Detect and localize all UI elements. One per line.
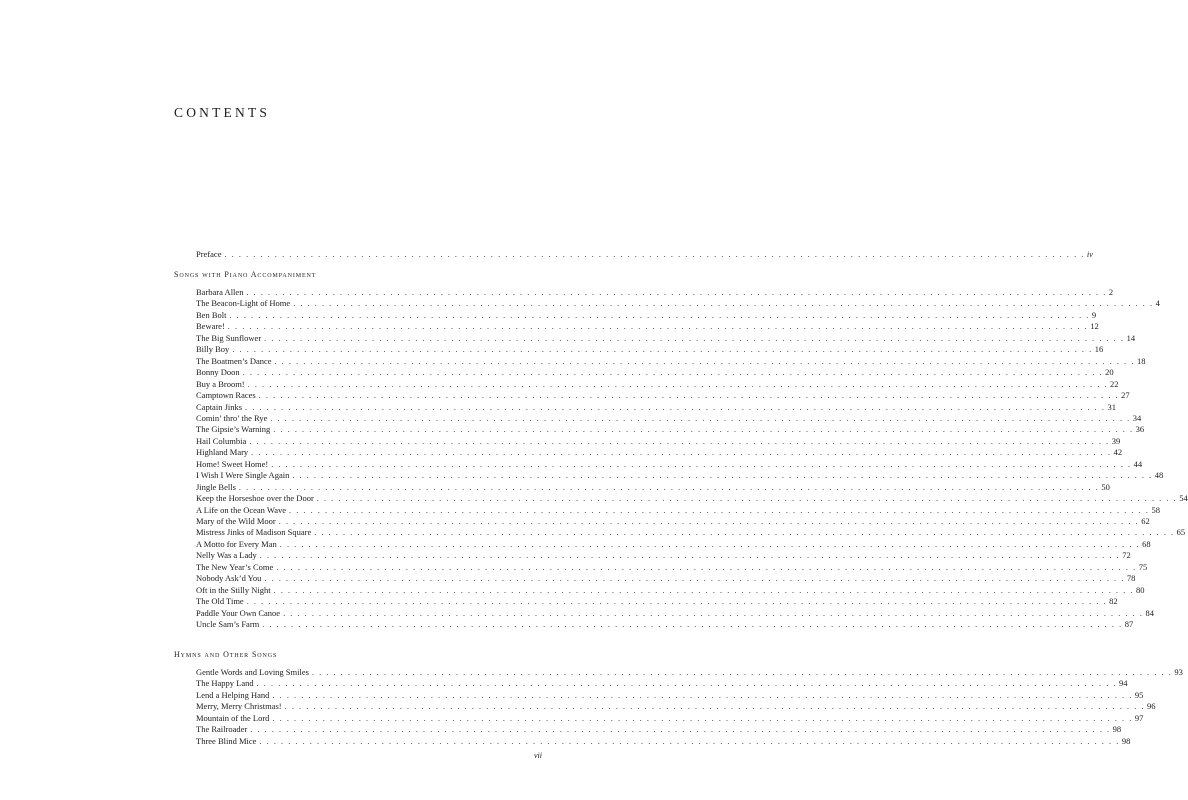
toc-entry bbox=[196, 447, 1123, 458]
dot-leader: . . . . . . . . . . . . . . . . . . . . . . . . . . . . . . . . . . . . . . . . . . . . . . . . . . . . . . . . . . . . . . . . . . . . . . . . . . . . . . . . . . . . . . . . . . . . . . . . . . . . . . . . . . . . . . . . . . . . . . . . bbox=[246, 597, 1108, 607]
toc-entry-title: Captain Jinks bbox=[196, 401, 243, 412]
toc-entry-page: 84 bbox=[1145, 607, 1154, 618]
toc-entry-title: Beware! bbox=[196, 321, 225, 332]
toc-entry-page: 14 bbox=[1126, 332, 1136, 343]
dot-leader: . . . . . . . . . . . . . . . . . . . . . . . . . . . . . . . . . . . . . . . . . . . . . . . . . . . . . . . . . . . . . . . . . . . . . . . . . . . . . . . . . . . . . . . . . . . . . . . . . . . . . . . . . . . . . . . . . . . . . . . . bbox=[250, 725, 1111, 735]
dot-leader: . . . . . . . . . . . . . . . . . . . . . . . . . . . . . . . . . . . . . . . . . . . . . . . . . . . . . . . . . . . . . . . . . . . . . . . . . . . . . . . . . . . . . . . . . . . . . . . . . . . . . . . . . . . . . . . . . . . . . . . . bbox=[251, 448, 1112, 458]
page-title: CONTENTS bbox=[174, 105, 271, 120]
toc-entry-page: 98 bbox=[1121, 735, 1131, 746]
toc-entry-page: 36 bbox=[1135, 424, 1145, 435]
toc-entry bbox=[196, 309, 1097, 321]
dot-leader: . . . . . . . . . . . . . . . . . . . . . . . . . . . . . . . . . . . . . . . . . . . . . . . . . . . . . . . . . . . . . . . . . . . . . . . . . . . . . . . . . . . . . . . . . . . . . . . . . . . . . . . . . . . . . . . . . . . . . . . . bbox=[224, 250, 1085, 259]
toc-entry-page: 78 bbox=[1126, 573, 1136, 584]
toc-entry-title: Comin’ thro’ the Rye bbox=[196, 412, 268, 423]
toc-entry bbox=[196, 504, 1160, 516]
dot-leader: . . . . . . . . . . . . . . . . . . . . . . . . . . . . . . . . . . . . . . . . . . . . . . . . . . . . . . . . . . . . . . . . . . . . . . . . . . . . . . . . . . . . . . . . . . . . . . . . . . . . . . . . . . . . . . . . . . . . . . . . bbox=[258, 391, 1120, 401]
toc-entry-page: 93 bbox=[1174, 667, 1183, 677]
toc-entry bbox=[196, 493, 1188, 504]
toc-entry-title: Highland Mary bbox=[196, 447, 249, 458]
dot-leader: . . . . . . . . . . . . . . . . . . . . . . . . . . . . . . . . . . . . . . . . . . . . . . . . . . . . . . . . . . . . . . . . . . . . . . . . . . . . . . . . . . . . . . . . . . . . . . . . . . . . . . . . . . . . . . . . . . . . . . . . bbox=[270, 413, 1131, 423]
toc-entry-page: 16 bbox=[1094, 344, 1104, 355]
dot-leader: . . . . . . . . . . . . . . . . . . . . . . . . . . . . . . . . . . . . . . . . . . . . . . . . . . . . . . . . . . . . . . . . . . . . . . . . . . . . . . . . . . . . . . . . . . . . . . . . . . . . . . . . . . . . . . . . . . . . . . . . bbox=[276, 562, 1137, 572]
toc-entry-page: 98 bbox=[1112, 724, 1122, 735]
toc-entry bbox=[196, 607, 1154, 619]
toc-entry-title: Three Blind Mice bbox=[196, 735, 257, 746]
toc-entry bbox=[196, 287, 1114, 298]
dot-leader: . . . . . . . . . . . . . . . . . . . . . . . . . . . . . . . . . . . . . . . . . . . . . . . . . . . . . . . . . . . . . . . . . . . . . . . . . . . . . . . . . . . . . . . . . . . . . . . . . . . . . . . . . . . . . . . . . . . . . . . . bbox=[279, 539, 1141, 549]
dot-leader: . . . . . . . . . . . . . . . . . . . . . . . . . . . . . . . . . . . . . . . . . . . . . . . . . . . . . . . . . . . . . . . . . . . . . . . . . . . . . . . . . . . . . . . . . . . . . . . . . . . . . . . . . . . . . . . . . . . . . . . . bbox=[271, 459, 1132, 469]
dot-leader: . . . . . . . . . . . . . . . . . . . . . . . . . . . . . . . . . . . . . . . . . . . . . . . . . . . . . . . . . . . . . . . . . . . . . . . . . . . . . . . . . . . . . . . . . . . . . . . . . . . . . . . . . . . . . . . . . . . . . . . . bbox=[314, 528, 1175, 538]
toc-entry-title: Mary of the Wild Moor bbox=[196, 516, 276, 526]
dot-leader: . . . . . . . . . . . . . . . . . . . . . . . . . . . . . . . . . . . . . . . . . . . . . . . . . . . . . . . . . . . . . . . . . . . . . . . . . . . . . . . . . . . . . . . . . . . . . . . . . . . . . . . . . . . . . . . . . . . . . . . . bbox=[246, 288, 1107, 297]
dot-leader: . . . . . . . . . . . . . . . . . . . . . . . . . . . . . . . . . . . . . . . . . . . . . . . . . . . . . . . . . . . . . . . . . . . . . . . . . . . . . . . . . . . . . . . . . . . . . . . . . . . . . . . . . . . . . . . . . . . . . . . . bbox=[273, 425, 1134, 435]
dot-leader: . . . . . . . . . . . . . . . . . . . . . . . . . . . . . . . . . . . . . . . . . . . . . . . . . . . . . . . . . . . . . . . . . . . . . . . . . . . . . . . . . . . . . . . . . . . . . . . . . . . . . . . . . . . . . . . . . . . . . . . . bbox=[264, 333, 1125, 343]
toc-entry bbox=[196, 298, 1160, 309]
toc-entry-page: 9 bbox=[1091, 309, 1097, 320]
toc-entry-title: Paddle Your Own Canoe bbox=[196, 607, 281, 618]
toc-entry-title: Hail Columbia bbox=[196, 435, 247, 446]
toc-entry-title: Merry, Merry Christmas! bbox=[196, 701, 282, 712]
toc-entry-title: A Life on the Ocean Wave bbox=[196, 504, 287, 515]
dot-leader: . . . . . . . . . . . . . . . . . . . . . . . . . . . . . . . . . . . . . . . . . . . . . . . . . . . . . . . . . . . . . . . . . . . . . . . . . . . . . . . . . . . . . . . . . . . . . . . . . . . . . . . . . . . . . . . . . . . . . . . . bbox=[242, 368, 1104, 378]
toc-entry-title: Camptown Races bbox=[196, 390, 256, 401]
dot-leader: . . . . . . . . . . . . . . . . . . . . . . . . . . . . . . . . . . . . . . . . . . . . . . . . . . . . . . . . . . . . . . . . . . . . . . . . . . . . . . . . . . . . . . . . . . . . . . . . . . . . . . . . . . . . . . . . . . . . . . . . bbox=[259, 551, 1121, 561]
toc-entry-page: 2 bbox=[1108, 287, 1114, 297]
dot-leader: . . . . . . . . . . . . . . . . . . . . . . . . . . . . . . . . . . . . . . . . . . . . . . . . . . . . . . . . . . . . . . . . . . . . . . . . . . . . . . . . . . . . . . . . . . . . . . . . . . . . . . . . . . . . . . . . . . . . . . . . bbox=[264, 574, 1125, 584]
toc-entry bbox=[196, 481, 1110, 493]
toc-entry-page: 44 bbox=[1133, 458, 1143, 469]
toc-entry-title: The Happy Land bbox=[196, 678, 254, 689]
toc-entry-page: 94 bbox=[1119, 678, 1128, 689]
toc-entry-title: Jingle Bells bbox=[196, 481, 236, 492]
dot-leader: . . . . . . . . . . . . . . . . . . . . . . . . . . . . . . . . . . . . . . . . . . . . . . . . . . . . . . . . . . . . . . . . . . . . . . . . . . . . . . . . . . . . . . . . . . . . . . . . . . . . . . . . . . . . . . . . . . . . . . . . bbox=[311, 668, 1173, 677]
toc-entry-page: 68 bbox=[1142, 538, 1151, 549]
toc-entry-title: Nelly Was a Lady bbox=[196, 550, 257, 561]
dot-leader: . . . . . . . . . . . . . . . . . . . . . . . . . . . . . . . . . . . . . . . . . . . . . . . . . . . . . . . . . . . . . . . . . . . . . . . . . . . . . . . . . . . . . . . . . . . . . . . . . . . . . . . . . . . . . . . . . . . . . . . . bbox=[316, 494, 1178, 504]
toc-entry-title: The Old Time bbox=[196, 596, 244, 607]
toc-entry-page: 96 bbox=[1147, 701, 1156, 712]
dot-leader: . . . . . . . . . . . . . . . . . . . . . . . . . . . . . . . . . . . . . . . . . . . . . . . . . . . . . . . . . . . . . . . . . . . . . . . . . . . . . . . . . . . . . . . . . . . . . . . . . . . . . . . . . . . . . . . . . . . . . . . . bbox=[293, 299, 1154, 309]
dot-leader: . . . . . . . . . . . . . . . . . . . . . . . . . . . . . . . . . . . . . . . . . . . . . . . . . . . . . . . . . . . . . . . . . . . . . . . . . . . . . . . . . . . . . . . . . . . . . . . . . . . . . . . . . . . . . . . . . . . . . . . . bbox=[249, 436, 1110, 446]
dot-leader: . . . . . . . . . . . . . . . . . . . . . . . . . . . . . . . . . . . . . . . . . . . . . . . . . . . . . . . . . . . . . . . . . . . . . . . . . . . . . . . . . . . . . . . . . . . . . . . . . . . . . . . . . . . . . . . . . . . . . . . . bbox=[247, 379, 1109, 389]
toc-entry-title: I Wish I Were Single Again bbox=[196, 470, 290, 481]
toc-entry-title: Buy a Broom! bbox=[196, 378, 245, 389]
toc-entry bbox=[196, 516, 1150, 527]
toc-entry bbox=[196, 390, 1130, 401]
toc-entry bbox=[196, 619, 1134, 630]
toc-entry-title: Nobody Ask’d You bbox=[196, 573, 262, 584]
toc-entry-page: 31 bbox=[1107, 401, 1116, 412]
toc-entry-page: 75 bbox=[1138, 561, 1148, 572]
toc-entry bbox=[196, 367, 1114, 378]
toc-entry bbox=[196, 470, 1164, 481]
toc-entry-title: Bonny Doon bbox=[196, 367, 240, 378]
toc-entry-title: The Gipsie’s Warning bbox=[196, 424, 271, 435]
toc-entry bbox=[196, 724, 1122, 735]
toc-entry-page: 65 bbox=[1176, 527, 1186, 538]
toc-entry-title: Gentle Words and Loving Smiles bbox=[196, 667, 309, 677]
dot-leader: . . . . . . . . . . . . . . . . . . . . . . . . . . . . . . . . . . . . . . . . . . . . . . . . . . . . . . . . . . . . . . . . . . . . . . . . . . . . . . . . . . . . . . . . . . . . . . . . . . . . . . . . . . . . . . . . . . . . . . . . bbox=[289, 505, 1150, 515]
toc-entry bbox=[196, 424, 1145, 435]
toc-entry bbox=[196, 321, 1099, 332]
dot-leader: . . . . . . . . . . . . . . . . . . . . . . . . . . . . . . . . . . . . . . . . . . . . . . . . . . . . . . . . . . . . . . . . . . . . . . . . . . . . . . . . . . . . . . . . . . . . . . . . . . . . . . . . . . . . . . . . . . . . . . . . bbox=[292, 471, 1153, 481]
toc-entry-title: Mistress Jinks of Madison Square bbox=[196, 527, 312, 538]
toc-entry-title: Uncle Sam’s Farm bbox=[196, 619, 260, 630]
toc-entry bbox=[196, 332, 1136, 344]
toc-entry bbox=[196, 573, 1136, 584]
section-heading: Hymns and Other Songs bbox=[174, 650, 278, 659]
toc-entry-page: 4 bbox=[1155, 298, 1160, 309]
toc-entry bbox=[196, 435, 1121, 447]
toc-entry bbox=[196, 596, 1118, 607]
dot-leader: . . . . . . . . . . . . . . . . . . . . . . . . . . . . . . . . . . . . . . . . . . . . . . . . . . . . . . . . . . . . . . . . . . . . . . . . . . . . . . . . . . . . . . . . . . . . . . . . . . . . . . . . . . . . . . . . . . . . . . . . bbox=[272, 690, 1133, 700]
dot-leader: . . . . . . . . . . . . . . . . . . . . . . . . . . . . . . . . . . . . . . . . . . . . . . . . . . . . . . . . . . . . . . . . . . . . . . . . . . . . . . . . . . . . . . . . . . . . . . . . . . . . . . . . . . . . . . . . . . . . . . . . bbox=[273, 585, 1135, 595]
dot-leader: . . . . . . . . . . . . . . . . . . . . . . . . . . . . . . . . . . . . . . . . . . . . . . . . . . . . . . . . . . . . . . . . . . . . . . . . . . . . . . . . . . . . . . . . . . . . . . . . . . . . . . . . . . . . . . . . . . . . . . . . bbox=[283, 608, 1144, 618]
toc-entry-page: 34 bbox=[1132, 412, 1142, 423]
dot-leader: . . . . . . . . . . . . . . . . . . . . . . . . . . . . . . . . . . . . . . . . . . . . . . . . . . . . . . . . . . . . . . . . . . . . . . . . . . . . . . . . . . . . . . . . . . . . . . . . . . . . . . . . . . . . . . . . . . . . . . . . bbox=[256, 679, 1117, 689]
toc-entry bbox=[196, 458, 1143, 470]
toc-entry bbox=[196, 401, 1116, 413]
toc-entry-title: The Railroader bbox=[196, 724, 248, 735]
toc-entry-page: 87 bbox=[1124, 619, 1134, 630]
toc-entry bbox=[196, 712, 1144, 724]
toc-entry-page: 80 bbox=[1136, 584, 1145, 595]
toc-entry-page: 22 bbox=[1110, 378, 1119, 389]
dot-leader: . . . . . . . . . . . . . . . . . . . . . . . . . . . . . . . . . . . . . . . . . . . . . . . . . . . . . . . . . . . . . . . . . . . . . . . . . . . . . . . . . . . . . . . . . . . . . . . . . . . . . . . . . . . . . . . . . . . . . . . . bbox=[238, 482, 1100, 492]
toc-entry bbox=[196, 678, 1128, 689]
toc-entry-page: 97 bbox=[1134, 712, 1144, 723]
toc-entry bbox=[196, 378, 1119, 390]
toc-entry-title: Preface bbox=[196, 249, 222, 259]
toc-entry bbox=[196, 538, 1151, 550]
toc-entry bbox=[196, 527, 1186, 538]
toc-entry-title: The Beacon-Light of Home bbox=[196, 298, 291, 309]
toc-entry bbox=[196, 701, 1156, 712]
toc-entry-preface bbox=[196, 249, 1094, 260]
dot-leader: . . . . . . . . . . . . . . . . . . . . . . . . . . . . . . . . . . . . . . . . . . . . . . . . . . . . . . . . . . . . . . . . . . . . . . . . . . . . . . . . . . . . . . . . . . . . . . . . . . . . . . . . . . . . . . . . . . . . . . . . bbox=[232, 345, 1093, 355]
toc-entry bbox=[196, 355, 1146, 367]
dot-leader: . . . . . . . . . . . . . . . . . . . . . . . . . . . . . . . . . . . . . . . . . . . . . . . . . . . . . . . . . . . . . . . . . . . . . . . . . . . . . . . . . . . . . . . . . . . . . . . . . . . . . . . . . . . . . . . . . . . . . . . . bbox=[278, 517, 1140, 526]
toc-entry-page: 20 bbox=[1105, 367, 1114, 378]
toc-entry-title: Barbara Allen bbox=[196, 287, 244, 297]
dot-leader: . . . . . . . . . . . . . . . . . . . . . . . . . . . . . . . . . . . . . . . . . . . . . . . . . . . . . . . . . . . . . . . . . . . . . . . . . . . . . . . . . . . . . . . . . . . . . . . . . . . . . . . . . . . . . . . . . . . . . . . . bbox=[245, 402, 1106, 412]
toc-entry bbox=[196, 412, 1142, 424]
dot-leader: . . . . . . . . . . . . . . . . . . . . . . . . . . . . . . . . . . . . . . . . . . . . . . . . . . . . . . . . . . . . . . . . . . . . . . . . . . . . . . . . . . . . . . . . . . . . . . . . . . . . . . . . . . . . . . . . . . . . . . . . bbox=[262, 620, 1123, 630]
toc-entry bbox=[196, 689, 1144, 701]
toc-entry-title: Home! Sweet Home! bbox=[196, 458, 269, 469]
section-heading: Songs with Piano Accompaniment bbox=[174, 270, 317, 279]
toc-entry-page: 62 bbox=[1141, 516, 1150, 526]
toc-entry-page: 82 bbox=[1109, 596, 1118, 607]
toc-entry bbox=[196, 561, 1148, 573]
toc-entry-title: The Big Sunflower bbox=[196, 332, 262, 343]
toc-entry-page: 42 bbox=[1113, 447, 1123, 458]
toc-entry-title: Ben Bolt bbox=[196, 309, 227, 320]
toc-entry bbox=[196, 667, 1183, 678]
toc-entry-page: 12 bbox=[1090, 321, 1099, 332]
toc-entry-title: Oft in the Stilly Night bbox=[196, 584, 271, 595]
toc-entry-title: Keep the Horseshoe over the Door bbox=[196, 493, 314, 504]
dot-leader: . . . . . . . . . . . . . . . . . . . . . . . . . . . . . . . . . . . . . . . . . . . . . . . . . . . . . . . . . . . . . . . . . . . . . . . . . . . . . . . . . . . . . . . . . . . . . . . . . . . . . . . . . . . . . . . . . . . . . . . . bbox=[284, 702, 1146, 712]
dot-leader: . . . . . . . . . . . . . . . . . . . . . . . . . . . . . . . . . . . . . . . . . . . . . . . . . . . . . . . . . . . . . . . . . . . . . . . . . . . . . . . . . . . . . . . . . . . . . . . . . . . . . . . . . . . . . . . . . . . . . . . . bbox=[259, 736, 1120, 746]
toc-entry-page: 18 bbox=[1136, 355, 1146, 366]
dot-leader: . . . . . . . . . . . . . . . . . . . . . . . . . . . . . . . . . . . . . . . . . . . . . . . . . . . . . . . . . . . . . . . . . . . . . . . . . . . . . . . . . . . . . . . . . . . . . . . . . . . . . . . . . . . . . . . . . . . . . . . . bbox=[272, 713, 1133, 723]
toc-entry bbox=[196, 550, 1131, 561]
toc-entry-page: 27 bbox=[1121, 390, 1130, 401]
toc-entry bbox=[196, 735, 1131, 747]
toc-entry-title: Lend a Helping Hand bbox=[196, 689, 270, 700]
toc-entry-page: 58 bbox=[1151, 504, 1160, 515]
toc-entry-title: Mountain of the Lord bbox=[196, 712, 270, 723]
toc-entry-page: 39 bbox=[1111, 435, 1121, 446]
toc-entry-page: 50 bbox=[1101, 481, 1110, 492]
folio-page-number: vii bbox=[534, 751, 542, 760]
toc-entry-title: The New Year’s Come bbox=[196, 561, 274, 572]
toc-entry-page: 48 bbox=[1154, 470, 1164, 481]
toc-entry-page: 54 bbox=[1179, 493, 1188, 504]
toc-entry bbox=[196, 584, 1145, 596]
dot-leader: . . . . . . . . . . . . . . . . . . . . . . . . . . . . . . . . . . . . . . . . . . . . . . . . . . . . . . . . . . . . . . . . . . . . . . . . . . . . . . . . . . . . . . . . . . . . . . . . . . . . . . . . . . . . . . . . . . . . . . . . bbox=[229, 310, 1090, 320]
dot-leader: . . . . . . . . . . . . . . . . . . . . . . . . . . . . . . . . . . . . . . . . . . . . . . . . . . . . . . . . . . . . . . . . . . . . . . . . . . . . . . . . . . . . . . . . . . . . . . . . . . . . . . . . . . . . . . . . . . . . . . . . bbox=[227, 322, 1089, 332]
toc-entry bbox=[196, 344, 1104, 355]
toc-entry-title: A Motto for Every Man bbox=[196, 538, 277, 549]
toc-entry-title: The Boatmen’s Dance bbox=[196, 355, 272, 366]
dot-leader: . . . . . . . . . . . . . . . . . . . . . . . . . . . . . . . . . . . . . . . . . . . . . . . . . . . . . . . . . . . . . . . . . . . . . . . . . . . . . . . . . . . . . . . . . . . . . . . . . . . . . . . . . . . . . . . . . . . . . . . . bbox=[274, 356, 1135, 366]
toc-entry-title: Billy Boy bbox=[196, 344, 230, 355]
toc-entry-page: 95 bbox=[1134, 689, 1144, 700]
toc-entry-page: 72 bbox=[1122, 550, 1131, 561]
toc-entry-page: iv bbox=[1086, 249, 1094, 259]
